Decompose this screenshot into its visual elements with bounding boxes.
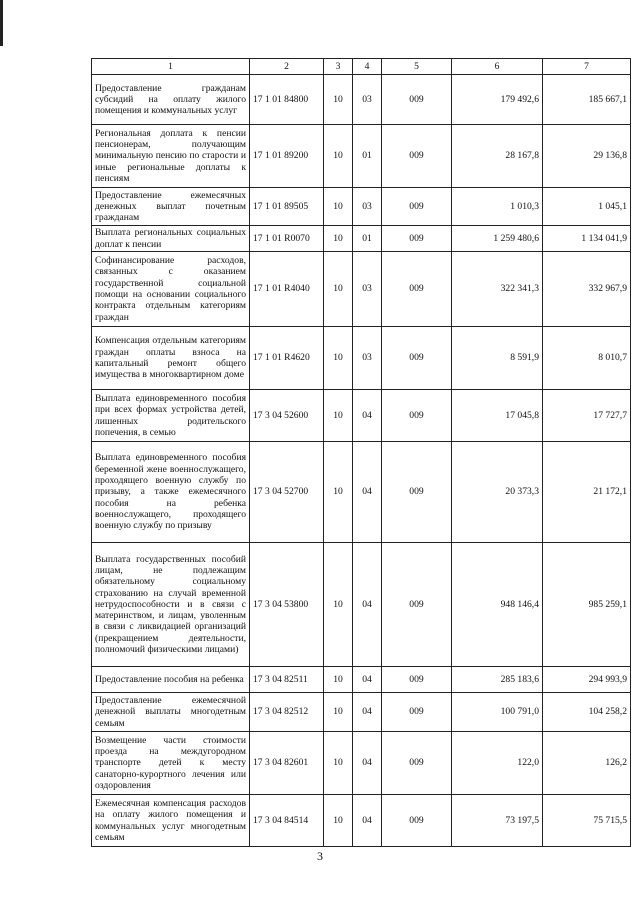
column-header: 7 — [543, 59, 631, 75]
amount-cell: 122,0 — [452, 732, 543, 795]
section-cell: 10 — [324, 327, 353, 390]
amount-cell: 126,2 — [543, 732, 631, 795]
section-cell: 10 — [324, 442, 353, 543]
subsection-cell: 03 — [353, 327, 382, 390]
table-row — [92, 226, 631, 252]
column-header: 3 — [324, 59, 353, 75]
column-header: 1 — [92, 59, 250, 75]
amount-cell: 28 167,8 — [452, 125, 543, 188]
subsection-cell: 04 — [353, 442, 382, 543]
subsection-cell: 04 — [353, 732, 382, 795]
amount-cell: 21 172,1 — [543, 442, 631, 543]
section-cell: 10 — [324, 543, 353, 667]
expense-name-cell: Выплата единовременного пособия беременной жене военнослужащего, проходящего военную службу по призыву, а также ежемесячного пособия на ребенка военнослужащего, проходящего военную службу по призыву — [92, 442, 250, 543]
column-header: 6 — [452, 59, 543, 75]
scanned-page-edge — [0, 0, 3, 46]
section-cell: 10 — [324, 732, 353, 795]
target-code-cell: 17 1 01 R0070 — [250, 226, 324, 252]
table-row — [92, 252, 631, 327]
table-row — [92, 188, 631, 226]
section-cell: 10 — [324, 693, 353, 732]
section-cell: 10 — [324, 252, 353, 327]
department-code-cell: 009 — [382, 327, 452, 390]
section-cell: 10 — [324, 75, 353, 125]
amount-cell: 948 146,4 — [452, 543, 543, 667]
table-row — [92, 732, 631, 795]
subsection-cell: 03 — [353, 252, 382, 327]
expense-name-cell: Выплата государственных пособий лицам, не подлежащим обязательному социальному страхованию на случай временной нетрудоспособности и в связи с материнством, и лицам, уволенным в связи с ликвидацией организаций (прекращением деятельности, полномочий физическими лицами) — [92, 543, 250, 667]
section-cell: 10 — [324, 226, 353, 252]
target-code-cell: 17 1 01 89200 — [250, 125, 324, 188]
table-row — [92, 125, 631, 188]
target-code-cell: 17 3 04 53800 — [250, 543, 324, 667]
target-code-cell: 17 1 01 84800 — [250, 75, 324, 125]
expense-name-cell: Ежемесячная компенсация расходов на оплату жилого помещения и коммунальных услуг многодетным семьям — [92, 795, 250, 847]
subsection-cell: 01 — [353, 125, 382, 188]
target-code-cell: 17 1 01 89505 — [250, 188, 324, 226]
table-row — [92, 75, 631, 125]
amount-cell: 100 791,0 — [452, 693, 543, 732]
table-row — [92, 442, 631, 543]
department-code-cell: 009 — [382, 188, 452, 226]
column-header: 5 — [382, 59, 452, 75]
amount-cell: 1 259 480,6 — [452, 226, 543, 252]
amount-cell: 17 727,7 — [543, 390, 631, 442]
section-cell: 10 — [324, 125, 353, 188]
department-code-cell: 009 — [382, 795, 452, 847]
budget-table-body — [92, 59, 631, 847]
department-code-cell: 009 — [382, 732, 452, 795]
amount-cell: 285 183,6 — [452, 667, 543, 693]
budget-table — [91, 58, 631, 847]
department-code-cell: 009 — [382, 125, 452, 188]
department-code-cell: 009 — [382, 693, 452, 732]
page-number: 3 — [317, 849, 323, 863]
amount-cell: 20 373,3 — [452, 442, 543, 543]
amount-cell: 1 045,1 — [543, 188, 631, 226]
table-row — [92, 543, 631, 667]
subsection-cell: 04 — [353, 693, 382, 732]
section-cell: 10 — [324, 188, 353, 226]
expense-name-cell: Предоставление гражданам субсидий на оплату жилого помещения и коммунальных услуг — [92, 75, 250, 125]
amount-cell: 29 136,8 — [543, 125, 631, 188]
subsection-cell: 01 — [353, 226, 382, 252]
table-row — [92, 667, 631, 693]
column-header: 2 — [250, 59, 324, 75]
amount-cell: 985 259,1 — [543, 543, 631, 667]
subsection-cell: 04 — [353, 390, 382, 442]
table-header-row — [92, 59, 631, 75]
expense-name-cell: Предоставление ежемесячных денежных выплат почетным гражданам — [92, 188, 250, 226]
target-code-cell: 17 3 04 82511 — [250, 667, 324, 693]
amount-cell: 75 715,5 — [543, 795, 631, 847]
expense-name-cell: Предоставление ежемесячной денежной выплаты многодетным семьям — [92, 693, 250, 732]
target-code-cell: 17 3 04 52600 — [250, 390, 324, 442]
department-code-cell: 009 — [382, 75, 452, 125]
expense-name-cell: Компенсация отдельным категориям граждан оплаты взноса на капитальный ремонт общего имущества в многоквартирном доме — [92, 327, 250, 390]
target-code-cell: 17 3 04 84514 — [250, 795, 324, 847]
section-cell: 10 — [324, 390, 353, 442]
amount-cell: 8 010,7 — [543, 327, 631, 390]
amount-cell: 8 591,9 — [452, 327, 543, 390]
amount-cell: 73 197,5 — [452, 795, 543, 847]
expense-name-cell: Выплата единовременного пособия при всех формах устройства детей, лишенных родительского попечения, в семью — [92, 390, 250, 442]
section-cell: 10 — [324, 795, 353, 847]
amount-cell: 185 667,1 — [543, 75, 631, 125]
expense-name-cell: Региональная доплата к пенсии пенсионерам, получающим минимальную пенсию по старости и иные региональные доплаты к пенсиям — [92, 125, 250, 188]
amount-cell: 17 045,8 — [452, 390, 543, 442]
amount-cell: 294 993,9 — [543, 667, 631, 693]
subsection-cell: 03 — [353, 188, 382, 226]
column-header: 4 — [353, 59, 382, 75]
expense-name-cell: Предоставление пособия на ребенка — [92, 667, 250, 693]
target-code-cell: 17 3 04 82512 — [250, 693, 324, 732]
table-row — [92, 795, 631, 847]
expense-name-cell: Возмещение части стоимости проезда на междугородном транспорте детей к месту санаторно-курортного лечения или оздоровления — [92, 732, 250, 795]
amount-cell: 1 134 041,9 — [543, 226, 631, 252]
amount-cell: 322 341,3 — [452, 252, 543, 327]
target-code-cell: 17 1 01 R4040 — [250, 252, 324, 327]
target-code-cell: 17 3 04 52700 — [250, 442, 324, 543]
subsection-cell: 04 — [353, 667, 382, 693]
subsection-cell: 04 — [353, 543, 382, 667]
department-code-cell: 009 — [382, 226, 452, 252]
target-code-cell: 17 3 04 82601 — [250, 732, 324, 795]
subsection-cell: 03 — [353, 75, 382, 125]
amount-cell: 1 010,3 — [452, 188, 543, 226]
section-cell: 10 — [324, 667, 353, 693]
department-code-cell: 009 — [382, 252, 452, 327]
subsection-cell: 04 — [353, 795, 382, 847]
target-code-cell: 17 1 01 R4620 — [250, 327, 324, 390]
department-code-cell: 009 — [382, 667, 452, 693]
expense-name-cell: Выплата региональных социальных доплат к пенсии — [92, 226, 250, 252]
table-row — [92, 327, 631, 390]
department-code-cell: 009 — [382, 442, 452, 543]
expense-name-cell: Софинансирование расходов, связанных с оказанием государственной социальной помощи на основании социального контракта отдельным категориям граждан — [92, 252, 250, 327]
amount-cell: 332 967,9 — [543, 252, 631, 327]
table-row — [92, 693, 631, 732]
table-row — [92, 390, 631, 442]
amount-cell: 104 258,2 — [543, 693, 631, 732]
department-code-cell: 009 — [382, 390, 452, 442]
amount-cell: 179 492,6 — [452, 75, 543, 125]
department-code-cell: 009 — [382, 543, 452, 667]
